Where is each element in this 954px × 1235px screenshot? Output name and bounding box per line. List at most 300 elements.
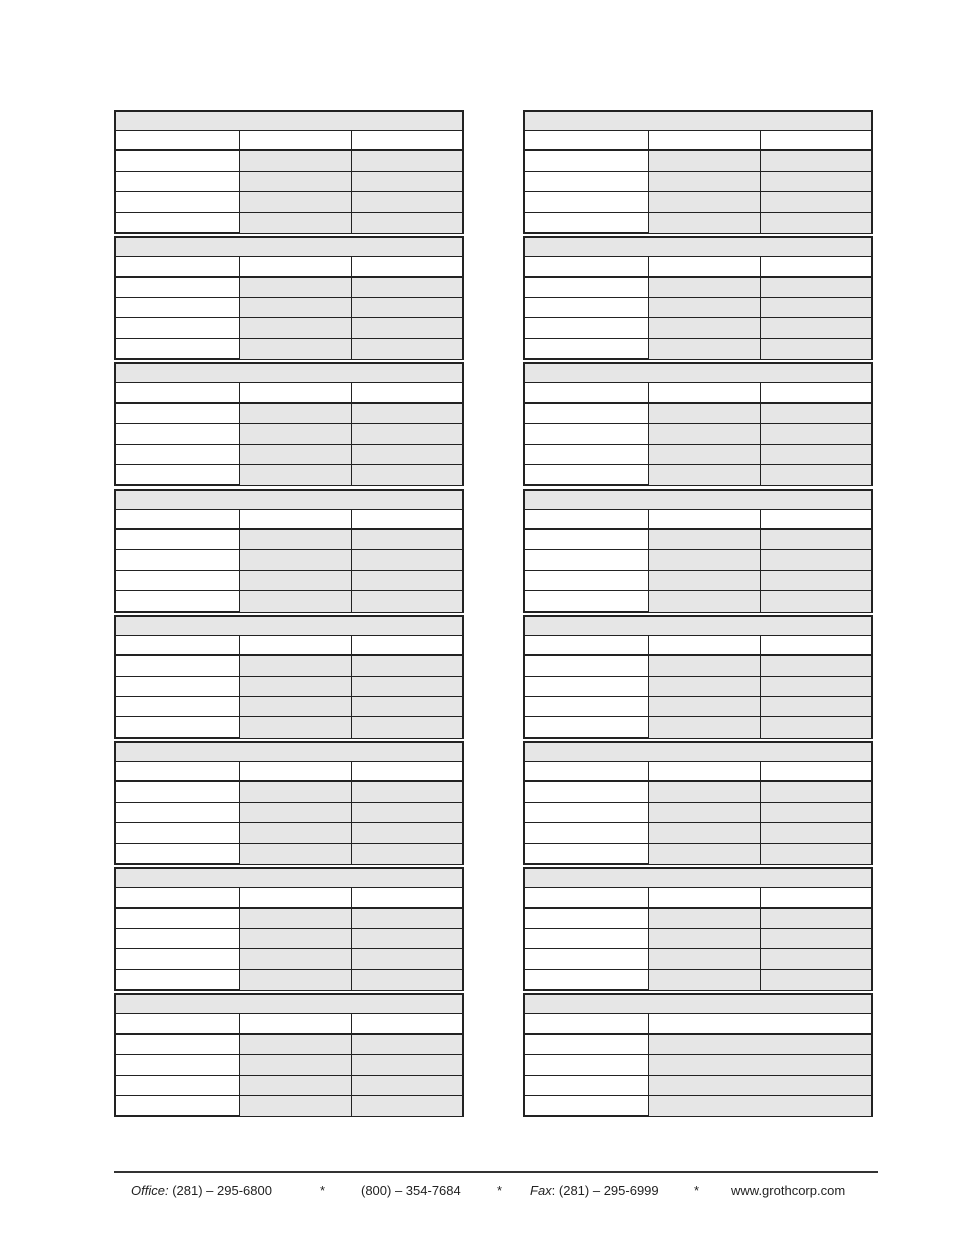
- block-row: [116, 550, 462, 570]
- label-cell: [525, 762, 649, 780]
- value-cell[interactable]: [240, 318, 352, 337]
- label-cell: [525, 636, 649, 654]
- block-row: [525, 339, 871, 359]
- value-cell[interactable]: [352, 656, 462, 675]
- separator: *: [320, 1183, 326, 1198]
- value-cell[interactable]: [240, 530, 352, 549]
- block-column-header-row: [525, 510, 871, 530]
- value-cell[interactable]: [352, 465, 462, 485]
- value-cell[interactable]: [649, 151, 761, 170]
- label-cell: [116, 717, 240, 737]
- value-cell[interactable]: [352, 909, 462, 928]
- value-cell[interactable]: [649, 929, 761, 948]
- value-cell[interactable]: [649, 697, 761, 716]
- value-cell[interactable]: [240, 298, 352, 317]
- value-cell[interactable]: [761, 278, 871, 297]
- value-cell[interactable]: [649, 823, 761, 842]
- value-cell[interactable]: [649, 1055, 871, 1074]
- block-row: [116, 318, 462, 338]
- label-cell: [116, 1096, 240, 1116]
- value-cell: [649, 257, 761, 275]
- value-cell[interactable]: [240, 151, 352, 170]
- value-cell: [240, 383, 352, 401]
- value-cell: [240, 131, 352, 149]
- form-block: [114, 615, 464, 739]
- label-cell: [525, 823, 649, 842]
- block-row: [116, 172, 462, 192]
- label-cell: [116, 762, 240, 780]
- value-cell[interactable]: [649, 571, 761, 590]
- label-cell: [525, 424, 649, 443]
- value-cell[interactable]: [649, 717, 761, 737]
- block-row: [525, 550, 871, 570]
- value-cell[interactable]: [240, 213, 352, 233]
- label-cell: [525, 404, 649, 423]
- footer-divider: [114, 1171, 878, 1173]
- value-cell[interactable]: [649, 298, 761, 317]
- value-cell[interactable]: [240, 1076, 352, 1095]
- value-cell[interactable]: [761, 213, 871, 233]
- label-cell: [525, 213, 649, 233]
- block-header: [525, 364, 871, 383]
- value-cell[interactable]: [649, 1096, 871, 1116]
- tollfree-phone: (800) – 354-7684: [361, 1183, 461, 1198]
- value-cell[interactable]: [352, 298, 462, 317]
- block-header: [116, 364, 462, 383]
- label-cell: [525, 172, 649, 191]
- block-header: [525, 995, 871, 1014]
- value-cell[interactable]: [761, 339, 871, 359]
- value-cell: [240, 510, 352, 528]
- block-row: [525, 803, 871, 823]
- value-cell[interactable]: [240, 1035, 352, 1054]
- block-row: [525, 151, 871, 171]
- block-column-header-row: [525, 636, 871, 656]
- label-cell: [116, 404, 240, 423]
- value-cell[interactable]: [761, 445, 871, 464]
- block-row: [525, 1096, 871, 1116]
- value-cell[interactable]: [240, 677, 352, 696]
- value-cell[interactable]: [761, 909, 871, 928]
- separator: *: [694, 1183, 700, 1198]
- block-header: [525, 238, 871, 257]
- value-cell[interactable]: [352, 677, 462, 696]
- value-cell[interactable]: [761, 550, 871, 569]
- value-cell[interactable]: [352, 970, 462, 990]
- value-cell[interactable]: [649, 909, 761, 928]
- value-cell[interactable]: [761, 656, 871, 675]
- block-row: [525, 172, 871, 192]
- label-cell: [525, 803, 649, 822]
- block-row: [116, 530, 462, 550]
- value-cell[interactable]: [240, 424, 352, 443]
- value-cell: [352, 762, 462, 780]
- value-cell[interactable]: [352, 1055, 462, 1074]
- value-cell[interactable]: [649, 465, 761, 485]
- block-header: [116, 112, 462, 131]
- block-row: [116, 782, 462, 802]
- value-cell[interactable]: [352, 803, 462, 822]
- block-column-header-row: [525, 1014, 871, 1034]
- label-cell: [116, 803, 240, 822]
- value-cell[interactable]: [761, 424, 871, 443]
- label-cell: [116, 1055, 240, 1074]
- block-row: [116, 298, 462, 318]
- value-cell: [352, 257, 462, 275]
- value-cell[interactable]: [761, 192, 871, 211]
- block-row: [116, 278, 462, 298]
- block-row: [116, 339, 462, 359]
- value-cell: [240, 636, 352, 654]
- block-row: [525, 278, 871, 298]
- form-block: [523, 489, 873, 613]
- label-cell: [525, 909, 649, 928]
- value-cell[interactable]: [761, 803, 871, 822]
- value-cell[interactable]: [649, 192, 761, 211]
- value-cell[interactable]: [649, 656, 761, 675]
- block-row: [116, 717, 462, 737]
- value-cell[interactable]: [761, 823, 871, 842]
- label-cell: [116, 278, 240, 297]
- value-cell: [240, 888, 352, 906]
- value-cell[interactable]: [240, 803, 352, 822]
- value-cell[interactable]: [352, 278, 462, 297]
- fax-contact: [530, 1183, 659, 1198]
- value-cell[interactable]: [761, 949, 871, 968]
- label-cell: [116, 909, 240, 928]
- label-cell: [525, 1076, 649, 1095]
- block-row: [116, 970, 462, 990]
- value-cell[interactable]: [649, 970, 761, 990]
- value-cell[interactable]: [352, 151, 462, 170]
- label-cell: [116, 1014, 240, 1032]
- label-cell: [525, 656, 649, 675]
- block-header: [116, 743, 462, 762]
- value-cell[interactable]: [352, 530, 462, 549]
- label-cell: [525, 970, 649, 990]
- label-cell: [116, 550, 240, 569]
- value-cell[interactable]: [240, 970, 352, 990]
- separator: *: [497, 1183, 503, 1198]
- value-cell: [352, 131, 462, 149]
- label-cell: [116, 257, 240, 275]
- block-column-header-row: [525, 888, 871, 908]
- label-cell: [525, 571, 649, 590]
- block-row: [116, 404, 462, 424]
- label-cell: [525, 383, 649, 401]
- block-row: [525, 1055, 871, 1075]
- block-column-header-row: [116, 762, 462, 782]
- value-cell[interactable]: [649, 591, 761, 611]
- value-cell[interactable]: [761, 298, 871, 317]
- label-cell: [116, 131, 240, 149]
- block-column-header-row: [116, 1014, 462, 1034]
- label-cell: [525, 339, 649, 359]
- block-row: [116, 803, 462, 823]
- value-cell[interactable]: [649, 424, 761, 443]
- label-cell: [116, 465, 240, 485]
- value-cell[interactable]: [649, 803, 761, 822]
- value-cell[interactable]: [352, 844, 462, 864]
- block-row: [116, 1076, 462, 1096]
- label-cell: [525, 445, 649, 464]
- value-cell[interactable]: [240, 192, 352, 211]
- label-cell: [116, 192, 240, 211]
- label-cell: [525, 697, 649, 716]
- block-row: [525, 949, 871, 969]
- block-header: [525, 617, 871, 636]
- value-cell[interactable]: [352, 339, 462, 359]
- block-row: [525, 844, 871, 864]
- value-cell[interactable]: [240, 697, 352, 716]
- value-cell[interactable]: [240, 465, 352, 485]
- value-cell[interactable]: [352, 550, 462, 569]
- value-cell[interactable]: [240, 278, 352, 297]
- value-cell: [240, 1014, 352, 1032]
- block-row: [116, 823, 462, 843]
- value-cell[interactable]: [649, 844, 761, 864]
- label-cell: [116, 1035, 240, 1054]
- block-row: [116, 677, 462, 697]
- label-cell: [525, 1096, 649, 1116]
- value-cell[interactable]: [352, 823, 462, 842]
- form-block: [523, 993, 873, 1117]
- block-row: [116, 1096, 462, 1116]
- value-cell[interactable]: [352, 697, 462, 716]
- value-cell[interactable]: [240, 404, 352, 423]
- fax-phone: : (281) – 295-6999: [551, 1183, 659, 1198]
- block-row: [116, 909, 462, 929]
- label-cell: [116, 530, 240, 549]
- office-phone: (281) – 295-6800: [172, 1183, 272, 1198]
- block-column-header-row: [525, 383, 871, 403]
- value-cell[interactable]: [352, 571, 462, 590]
- value-cell[interactable]: [352, 929, 462, 948]
- form-block: [523, 110, 873, 234]
- block-row: [525, 192, 871, 212]
- value-cell[interactable]: [352, 1096, 462, 1116]
- label-cell: [116, 591, 240, 611]
- value-cell[interactable]: [761, 717, 871, 737]
- value-cell[interactable]: [240, 591, 352, 611]
- block-row: [525, 929, 871, 949]
- block-row: [525, 697, 871, 717]
- block-row: [116, 656, 462, 676]
- value-cell[interactable]: [240, 571, 352, 590]
- form-block: [114, 362, 464, 486]
- value-cell[interactable]: [761, 151, 871, 170]
- value-cell[interactable]: [240, 550, 352, 569]
- label-cell: [525, 318, 649, 337]
- block-header: [116, 869, 462, 888]
- value-cell: [240, 257, 352, 275]
- footer: [0, 1183, 954, 1203]
- label-cell: [116, 949, 240, 968]
- label-cell: [525, 465, 649, 485]
- value-cell[interactable]: [761, 844, 871, 864]
- value-cell[interactable]: [240, 909, 352, 928]
- label-cell: [116, 298, 240, 317]
- form-block: [523, 362, 873, 486]
- label-cell: [525, 1014, 649, 1032]
- value-cell[interactable]: [761, 404, 871, 423]
- value-cell[interactable]: [649, 1076, 871, 1095]
- value-cell: [649, 1014, 871, 1032]
- value-cell[interactable]: [761, 530, 871, 549]
- value-cell: [649, 636, 761, 654]
- value-cell[interactable]: [649, 1035, 871, 1054]
- value-cell: [649, 510, 761, 528]
- value-cell[interactable]: [649, 550, 761, 569]
- block-row: [525, 530, 871, 550]
- value-cell[interactable]: [761, 970, 871, 990]
- block-column-header-row: [116, 383, 462, 403]
- block-column-header-row: [116, 257, 462, 277]
- value-cell[interactable]: [240, 445, 352, 464]
- value-cell[interactable]: [240, 172, 352, 191]
- value-cell[interactable]: [649, 172, 761, 191]
- value-cell[interactable]: [240, 949, 352, 968]
- block-row: [525, 298, 871, 318]
- value-cell[interactable]: [240, 844, 352, 864]
- label-cell: [116, 823, 240, 842]
- value-cell[interactable]: [761, 782, 871, 801]
- value-cell[interactable]: [761, 465, 871, 485]
- block-row: [525, 656, 871, 676]
- value-cell[interactable]: [352, 424, 462, 443]
- value-cell[interactable]: [352, 192, 462, 211]
- value-cell[interactable]: [240, 339, 352, 359]
- value-cell[interactable]: [352, 717, 462, 737]
- block-header: [116, 995, 462, 1014]
- value-cell[interactable]: [352, 782, 462, 801]
- form-block: [114, 110, 464, 234]
- block-column-header-row: [525, 131, 871, 151]
- value-cell[interactable]: [352, 404, 462, 423]
- value-cell[interactable]: [761, 571, 871, 590]
- value-cell[interactable]: [352, 591, 462, 611]
- block-row: [525, 677, 871, 697]
- label-cell: [525, 888, 649, 906]
- value-cell[interactable]: [352, 1076, 462, 1095]
- value-cell[interactable]: [240, 823, 352, 842]
- form-block: [523, 741, 873, 865]
- label-cell: [525, 717, 649, 737]
- label-cell: [116, 844, 240, 864]
- value-cell: [761, 131, 871, 149]
- value-cell: [352, 510, 462, 528]
- form-block: [114, 741, 464, 865]
- value-cell[interactable]: [240, 717, 352, 737]
- block-row: [116, 151, 462, 171]
- value-cell[interactable]: [240, 1055, 352, 1074]
- value-cell[interactable]: [761, 172, 871, 191]
- value-cell: [761, 762, 871, 780]
- value-cell[interactable]: [240, 782, 352, 801]
- label-cell: [525, 550, 649, 569]
- block-row: [525, 404, 871, 424]
- value-cell[interactable]: [649, 445, 761, 464]
- label-cell: [116, 339, 240, 359]
- block-row: [116, 929, 462, 949]
- value-cell[interactable]: [240, 656, 352, 675]
- value-cell[interactable]: [761, 677, 871, 696]
- value-cell[interactable]: [649, 404, 761, 423]
- value-cell[interactable]: [649, 339, 761, 359]
- block-row: [525, 1035, 871, 1055]
- block-row: [525, 318, 871, 338]
- label-cell: [525, 530, 649, 549]
- value-cell: [352, 636, 462, 654]
- value-cell[interactable]: [761, 929, 871, 948]
- block-row: [525, 445, 871, 465]
- block-column-header-row: [116, 636, 462, 656]
- value-cell[interactable]: [240, 929, 352, 948]
- block-row: [116, 192, 462, 212]
- block-row: [525, 465, 871, 485]
- block-row: [525, 717, 871, 737]
- block-header: [525, 491, 871, 510]
- label-cell: [116, 318, 240, 337]
- block-column-header-row: [116, 510, 462, 530]
- label-cell: [116, 571, 240, 590]
- value-cell[interactable]: [649, 677, 761, 696]
- label-cell: [116, 677, 240, 696]
- block-row: [525, 823, 871, 843]
- value-cell[interactable]: [352, 318, 462, 337]
- label-cell: [525, 782, 649, 801]
- value-cell[interactable]: [761, 697, 871, 716]
- value-cell: [649, 888, 761, 906]
- office-label: Office:: [131, 1183, 169, 1198]
- value-cell[interactable]: [352, 949, 462, 968]
- label-cell: [525, 929, 649, 948]
- value-cell[interactable]: [649, 278, 761, 297]
- form-block: [523, 236, 873, 360]
- value-cell[interactable]: [649, 782, 761, 801]
- label-cell: [525, 151, 649, 170]
- block-header: [525, 112, 871, 131]
- value-cell[interactable]: [352, 1035, 462, 1054]
- value-cell[interactable]: [649, 949, 761, 968]
- form-block: [114, 489, 464, 613]
- value-cell[interactable]: [761, 591, 871, 611]
- block-header: [116, 238, 462, 257]
- block-row: [116, 424, 462, 444]
- value-cell[interactable]: [761, 318, 871, 337]
- label-cell: [116, 172, 240, 191]
- form-block: [114, 236, 464, 360]
- value-cell[interactable]: [352, 445, 462, 464]
- value-cell[interactable]: [352, 172, 462, 191]
- block-row: [116, 1055, 462, 1075]
- label-cell: [525, 278, 649, 297]
- value-cell: [352, 888, 462, 906]
- value-cell[interactable]: [649, 530, 761, 549]
- label-cell: [525, 591, 649, 611]
- label-cell: [525, 192, 649, 211]
- value-cell[interactable]: [352, 213, 462, 233]
- block-row: [116, 697, 462, 717]
- label-cell: [116, 929, 240, 948]
- value-cell: [649, 762, 761, 780]
- value-cell: [649, 131, 761, 149]
- block-column-header-row: [525, 257, 871, 277]
- value-cell[interactable]: [240, 1096, 352, 1116]
- block-header: [525, 743, 871, 762]
- value-cell[interactable]: [649, 318, 761, 337]
- value-cell[interactable]: [649, 213, 761, 233]
